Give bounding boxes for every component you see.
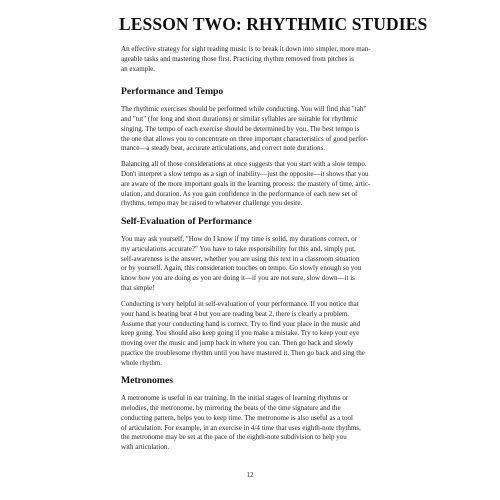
paragraph [121,105,391,154]
text-line: mance—a steady beat, accurate articulations, and correct note durations. [121,144,326,153]
text-line: of articulation. For example, in an exercise in 4/4 time that uses eighth-note rhythms, [121,423,361,432]
text-line: conducting pattern, helps you to keep time. The metronome is also useful as a tool [121,413,353,422]
text-line: keep going. You should also keep going if you make a mistake. Try to keep your eye [121,329,360,338]
text-line: an example. [121,64,156,73]
text-line: An effective strategy for sight reading music is to break it down into simpler, more man- [121,45,371,53]
text-line: Don't interpret a slow tempo as a sign of inability—just the opposite—it shows that you [121,170,369,179]
text-line: whole rhythm. [121,358,163,367]
intro-paragraph [121,45,391,74]
text-line: You may ask yourself, "How do I know if my time is solid, my durations correct, or [121,235,358,244]
text-line: rhythms, tempo may be raised to whatever challenge you desire. [121,199,303,208]
paragraph [121,394,391,453]
text-line: self-awareness is the answer, whether you are using this text in a classroom situation [121,254,360,263]
text-line: the one that allows you to concentrate on three important characteristics of good perfor- [121,134,369,143]
text-line: your hand is beating beat 4 but you are reading beat 2, there is clearly a problem. [121,309,350,318]
lesson-title: LESSON TWO: RHYTHMIC STUDIES [119,14,428,34]
text-line: Balancing all of those considerations at once suggests that you start with a slow tempo. [121,160,367,169]
text-line: Assume that your conducting hand is correct. Try to find your place in the music and [121,319,361,328]
text-line: practice the troublesome rhythm until you have mastered it. Then go back and sing the [121,348,365,357]
text-line: are aware of the more important goals in the learning process: the mastery of time, artic- [121,179,371,188]
page-number: 12 [246,471,254,479]
heading-self-evaluation: Self-Evaluation of Performance [121,216,252,228]
text-line: and "tut" (for long and short durations) or similar syllables are suitable for rhythmic [121,115,358,123]
text-line: A metronome is useful in ear training. In the initial stages of learning rhythms or [121,394,349,403]
text-line: or by yourself. Again, this consideration touches on tempo. Go slowly enough so you [121,264,362,273]
text-line: that simple! [121,283,155,292]
text-line: ageable tasks and mastering those first. Practicing rhythm removed from pitches is [121,54,354,63]
text-line: my articulations accurate?" You have to take responsibility for this and, simply put, [121,244,356,253]
page-content [121,45,391,459]
paragraph [121,300,391,368]
text-line: know how you are doing as you are doing it—if you are not sure, slow down—it is [121,274,355,283]
emphasis: how [138,274,151,283]
heading-metronomes: Metronomes [121,375,174,387]
text-line: moving over the music and jump back in where you can. Then go back and slowly [121,339,354,348]
paragraph [121,235,391,294]
text-line: melodies, the metronome, by mirroring the beats of the time signature and the [121,404,341,413]
text-line: singing. The tempo of each exercise should be determined by you. The best tempo is [121,124,360,133]
text-line: ulation, and duration. As you gain confidence in the performance of each new set of [121,189,358,198]
emphasis: as [192,274,199,283]
paragraph [121,160,391,209]
heading-performance-and-tempo: Performance and Tempo [121,86,224,98]
text-line: with articulation. [121,443,170,452]
text-line: Conducting is very helpful in self-evaluation of your performance. If you notice that [121,300,359,309]
text-line: The rhythmic exercises should be performed while conducting. You will find that "tah" [121,105,367,114]
text-line: the metronome may be set at the pace of the eighth-note subdivision to help you [121,433,347,442]
